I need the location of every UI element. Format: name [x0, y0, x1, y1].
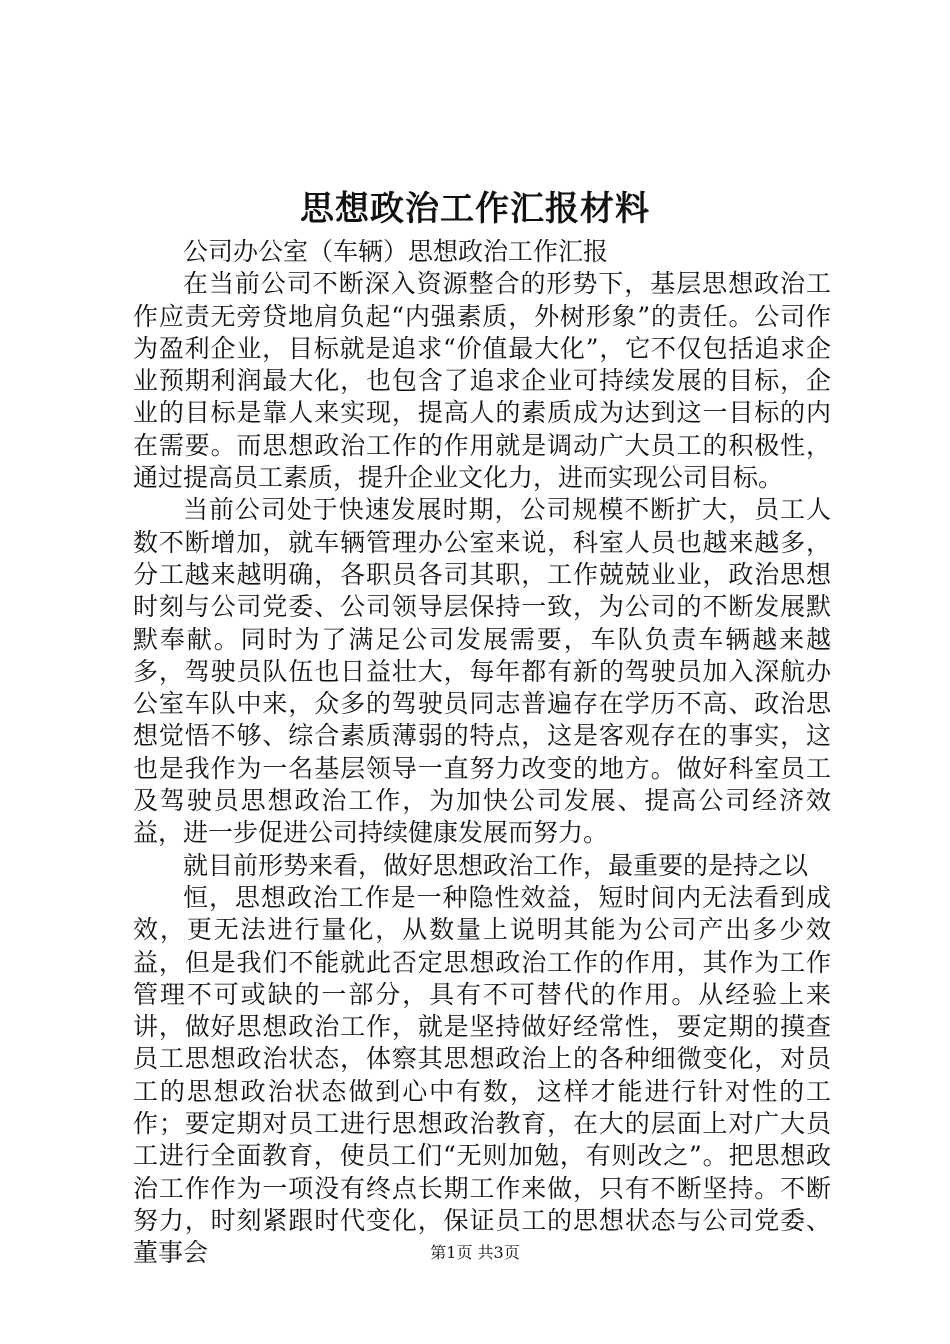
paragraph-3: 就目前形势来看，做好思想政治工作，最重要的是持之以	[183, 850, 809, 880]
paragraph-1: 在当前公司不断深入资源整合的形势下，基层思想政治工作应责无旁贷地肩负起“内强素质，外树形象”的责任。公司作为盈利企业，目标就是追求“价值最大化”，它不仅包括追求企业预期利润最大化，也包含了追求企业可持续发展的目标，企业的目标是靠人来实现，提高人的素质成为达到这一目标的内在需要。而思想政治工作的作用就是调动广大员工的积极性，通过提高员工素质，提升企业文化力，进而实现公司目标。	[133, 269, 831, 493]
paragraph-subtitle: 公司办公室（车辆）思想政治工作汇报	[183, 237, 609, 266]
paragraph-2: 当前公司处于快速发展时期，公司规模不断扩大，员工人数不断增加，就车辆管理办公室来说，科室人员也越来越多，分工越来越明确，各职员各司其职，工作兢兢业业，政治思想时刻与公司党委、公司领导层保持一致，为公司的不断发展默默奉献。同时为了满足公司发展需要，车队负责车辆越来越多，驾驶员队伍也日益壮大，每年都有新的驾驶员加入深航办公室车队中来，众多的驾驶员同志普遍存在学历不高、政治思想觉悟不够、综合素质薄弱的特点，这是客观存在的事实，这也是我作为一名基层领导一直努力改变的地方。做好科室员工及驾驶员思想政治工作，为加快公司发展、提高公司经济效益，进一步促进公司持续健康发展而努力。	[133, 495, 831, 848]
paragraph-4: 恒，思想政治工作是一种隐性效益，短时间内无法看到成效，更无法进行量化，从数量上说明其能为公司产出多少效益，但是我们不能就此否定思想政治工作的作用，其作为工作管理不可或缺的一部分，具有不可替代的作用。从经验上来讲，做好思想政治工作，就是坚持做好经常性，要定期的摸查员工思想政治状态，体察其思想政治上的各种细微变化，对员工的思想政治状态做到心中有数，这样才能进行针对性的工作；要定期对员工进行思想政治教育，在大的层面上对广大员工进行全面教育，使员工们“无则加勉，有则改之”。把思想政治工作作为一项没有终点长期工作来做，只有不断坚持。不断努力，时刻紧跟时代变化，保证员工的思想状态与公司党委、董事会	[133, 882, 831, 1268]
page-number-footer: 第1页 共3页	[430, 1243, 520, 1262]
document-body	[133, 236, 831, 1270]
document-title: 思想政治工作汇报材料	[300, 189, 650, 229]
